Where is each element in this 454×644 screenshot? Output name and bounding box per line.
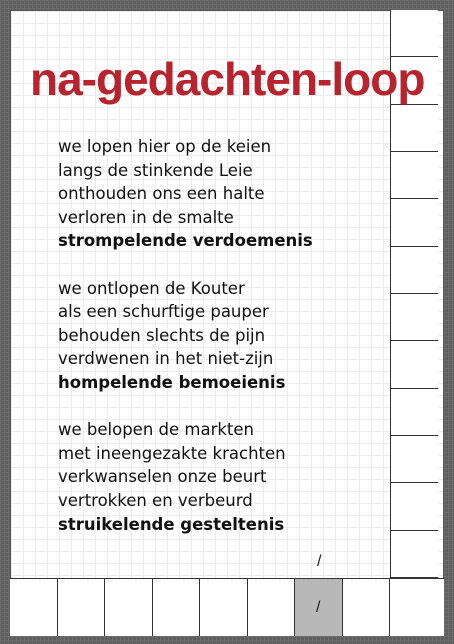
poem-line: onthouden ons een halte — [58, 184, 265, 204]
grid-cell — [390, 579, 444, 636]
grid-cell — [248, 579, 296, 636]
grid-cell — [391, 294, 438, 341]
grid-cell — [391, 531, 438, 578]
slash-mark: / — [317, 553, 322, 570]
stanza — [58, 277, 378, 395]
poem-line: vertrokken en verbeurd — [58, 490, 253, 510]
grid-cell — [58, 579, 106, 636]
poem-line: verkwanselen onze beurt — [58, 467, 267, 487]
poem-refrain-line: hompelende bemoeienis — [58, 372, 286, 392]
poem-refrain-line: strompelende verdoemenis — [58, 231, 313, 251]
grid-cell — [343, 579, 391, 636]
poem-line: met ineengezakte krachten — [58, 443, 286, 463]
poem-line: we belopen de markten — [58, 420, 254, 440]
shaded-cell-slash: / — [316, 598, 321, 616]
grid-cell — [391, 105, 438, 152]
poem-title: na-gedachten-loop — [30, 53, 425, 105]
poem-line: we ontlopen de Kouter — [58, 278, 245, 298]
grid-cell — [391, 483, 438, 530]
grid-cell — [153, 579, 201, 636]
grid-cell — [10, 579, 58, 636]
stanza — [58, 135, 378, 253]
stanza — [58, 418, 378, 536]
grid-cell — [200, 579, 248, 636]
poem-line: langs de stinkende Leie — [58, 160, 253, 180]
grid-cell — [391, 10, 438, 57]
grid-cell — [391, 436, 438, 483]
poem-line: verloren in de smalte — [58, 207, 234, 227]
poem-refrain-line: struikelende gesteltenis — [58, 514, 285, 534]
poem-line: we lopen hier op de keien — [58, 137, 272, 156]
shaded-grid-cell — [295, 579, 343, 636]
grid-cell — [391, 199, 438, 246]
grid-cell — [105, 579, 153, 636]
grid-cell — [391, 247, 438, 294]
poem-line: verdwenen in het niet-zijn — [58, 349, 274, 369]
poem-line: als een schurftige pauper — [58, 302, 269, 322]
grid-cell — [391, 389, 438, 436]
poem-body — [58, 135, 378, 560]
poem-line: behouden slechts de pijn — [58, 325, 266, 345]
bottom-cell-row — [10, 578, 444, 636]
grid-cell — [391, 152, 438, 199]
grid-cell — [391, 341, 438, 388]
